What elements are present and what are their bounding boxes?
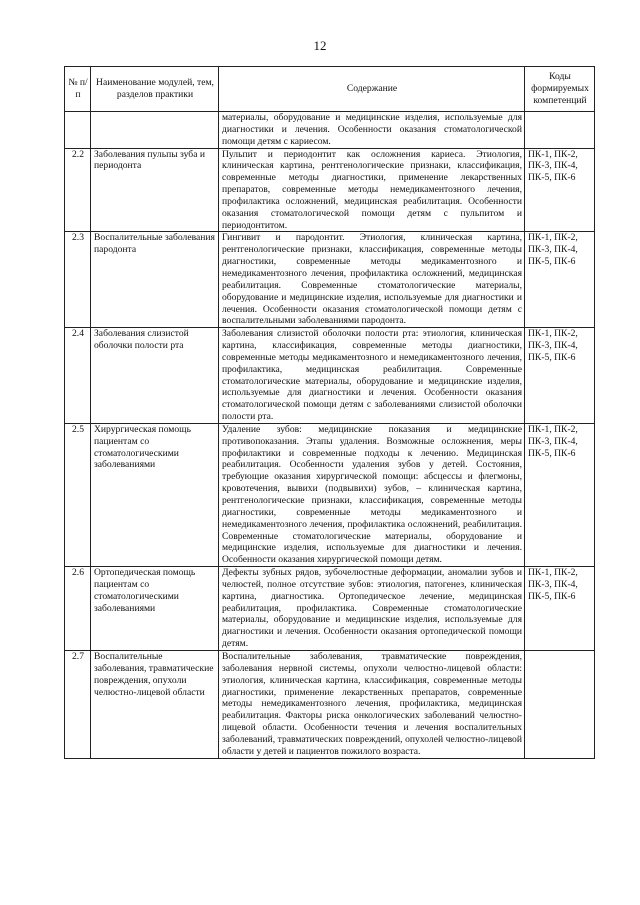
table-row xyxy=(65,423,595,566)
row-module-name: Воспалительные заболевания пародонта xyxy=(91,232,219,328)
row-number: 2.4 xyxy=(65,328,91,424)
row-number: 2.2 xyxy=(65,148,91,232)
row-number: 2.7 xyxy=(65,650,91,758)
row-content: Заболевания слизистой оболочки полости рта: этиология, клиническая картина, классификация, современные методы диагностики, современные методы медикаментозного и немедикаментозного лечения, профилактика, медицинская реабилитация. Современные стоматологические материалы, оборудование и медицинские изделия, используемые для диагностики и лечения. Особенности оказания стоматологической помощи детям с заболеваниями слизистой оболочки полости рта. xyxy=(219,328,525,424)
row-competence-codes xyxy=(525,112,595,149)
header-competence-codes: Коды формируемых компетенций xyxy=(525,67,595,112)
row-module-name: Ортопедическая помощь пациентам со стоматологическими заболеваниями xyxy=(91,567,219,651)
practice-program-table xyxy=(64,66,595,759)
row-module-name: Заболевания слизистой оболочки полости рта xyxy=(91,328,219,424)
row-number xyxy=(65,112,91,149)
header-number: № п/п xyxy=(65,67,91,112)
row-number: 2.5 xyxy=(65,423,91,566)
row-module-name: Хирургическая помощь пациентам со стоматологическими заболеваниями xyxy=(91,423,219,566)
row-competence-codes: ПК-1, ПК-2, ПК-3, ПК-4, ПК-5, ПК-6 xyxy=(525,567,595,651)
row-competence-codes: ПК-1, ПК-2, ПК-3, ПК-4, ПК-5, ПК-6 xyxy=(525,148,595,232)
row-competence-codes: ПК-1, ПК-2, ПК-3, ПК-4, ПК-5, ПК-6 xyxy=(525,423,595,566)
table-row xyxy=(65,328,595,424)
table-row xyxy=(65,650,595,758)
row-content: Воспалительные заболевания, травматические повреждения, заболевания нервной системы, опухоли челюстно-лицевой области: этиология, клиническая картина, классификация, современные методы диагностики, применение лекарственных препаратов, современные методы немедикаментозного лечения, профилактика, медицинская реабилитация. Факторы риска онкологических заболеваний челюстно-лицевой области. Особенности течения и лечения воспалительных заболеваний, травматических повреждений, опухолей челюстно-лицевой области у детей и пациентов пожилого возраста. xyxy=(219,650,525,758)
row-module-name: Заболевания пульпы зуба и периодонта xyxy=(91,148,219,232)
row-number: 2.3 xyxy=(65,232,91,328)
table-row xyxy=(65,567,595,651)
row-module-name: Воспалительные заболевания, травматические повреждения, опухоли челюстно-лицевой области xyxy=(91,650,219,758)
row-content: Удаление зубов: медицинские показания и медицинские противопоказания. Этапы удаления. Возможные осложнения, меры профилактики и современные подходы к лечению. Медицинская реабилитация. Особенности удаления зубов у детей. Состояния, требующие оказания хирургической помощи: абсцессы и флегмоны, кровотечения, вывихи (подвывихи) зубов, – клиническая картина, рентгенологические признаки, классификация, современные методы диагностики, современные методы медикаментозного и немедикаментозного лечения, профилактика осложнений, реабилитация. Современные стоматологические материалы, оборудование и медицинские изделия, используемые для диагностики и лечения. Особенности оказания хирургической помощи детям. xyxy=(219,423,525,566)
row-content: Дефекты зубных рядов, зубочелюстные деформации, аномалии зубов и челюстей, полное отсутствие зубов: этиология, патогенез, клиническая картина, диагностика. Ортопедическое лечение, медицинская реабилитация, профилактика. Современные стоматологические материалы, оборудование и медицинские изделия, используемые для диагностики и лечения. Особенности оказания ортопедической помощи детям. xyxy=(219,567,525,651)
table-row xyxy=(65,232,595,328)
row-module-name xyxy=(91,112,219,149)
row-number: 2.6 xyxy=(65,567,91,651)
table-row xyxy=(65,148,595,232)
row-content: материалы, оборудование и медицинские изделия, используемые для диагностики и лечения. Особенности оказания стоматологической помощи детям с кариесом. xyxy=(219,112,525,149)
page-number: 12 xyxy=(313,38,327,53)
row-competence-codes: ПК-1, ПК-2, ПК-3, ПК-4, ПК-5, ПК-6 xyxy=(525,328,595,424)
row-content: Пульпит и периодонтит как осложнения кариеса. Этиология, клиническая картина, рентгенологические признаки, классификация, современные методы диагностики, применение лекарственных препаратов, современные методы немедикаментозного лечения, профилактика осложнений, медицинская реабилитация. Особенности оказания стоматологической помощи детям с пульпитом и периодонтитом. xyxy=(219,148,525,232)
row-competence-codes xyxy=(525,650,595,758)
table-header-row xyxy=(65,67,595,112)
row-content: Гингивит и пародонтит. Этиология, клиническая картина, рентгенологические признаки, классификация, современные методы диагностики, современные методы медикаментозного и немедикаментозного лечения, профилактика осложнений, медицинская реабилитация. Современные стоматологические материалы, оборудование и медицинские изделия, используемые для диагностики и лечения. Особенности оказания стоматологической помощи детям с воспалительными заболеваниями пародонта. xyxy=(219,232,525,328)
row-competence-codes: ПК-1, ПК-2, ПК-3, ПК-4, ПК-5, ПК-6 xyxy=(525,232,595,328)
table-row xyxy=(65,112,595,149)
header-module-name: Наименование модулей, тем, разделов практики xyxy=(91,67,219,112)
header-content: Содержание xyxy=(219,67,525,112)
